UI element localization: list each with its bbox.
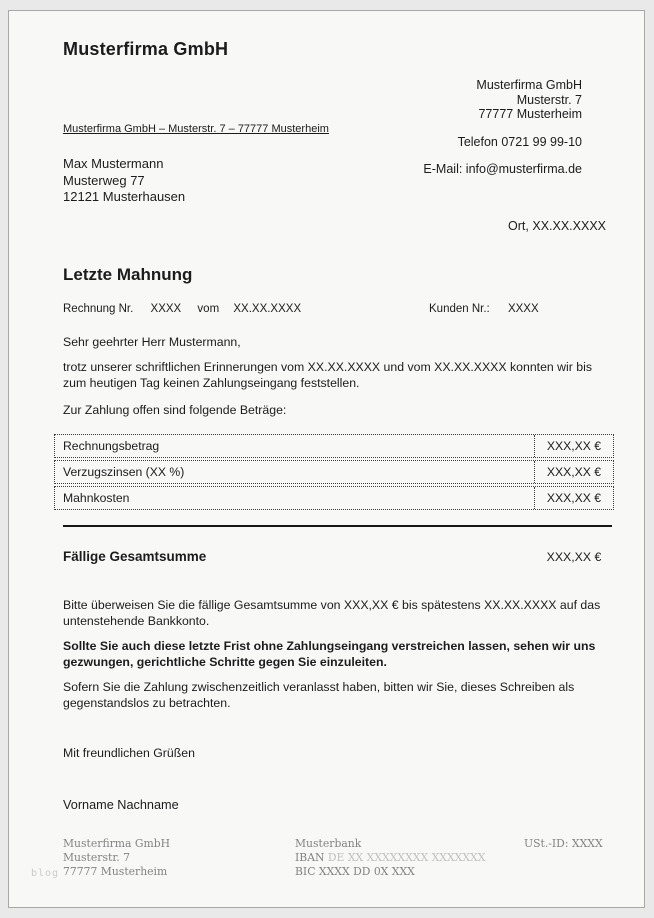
recipient-name: Max Mustermann [63,156,164,171]
row-label: Verzugszinsen (XX %) [63,465,185,479]
signature-name: Vorname Nachname [63,798,179,812]
date-line: Ort, XX.XX.XXXX [508,219,606,233]
recipient-block [63,156,185,206]
row-amount: XXX,XX € [534,487,613,509]
recipient-city: 12121 Musterhausen [63,189,186,204]
company-address-line: 77777 Musterheim [478,107,582,121]
sender-return-line: Musterfirma GmbH – Musterstr. 7 – 77777 Musterheim [63,123,329,135]
footer-iban-label: IBAN [295,851,328,864]
table-row [54,486,614,510]
footer-iban-line [295,851,485,865]
company-phone: Telefon 0721 99 99-10 [457,134,582,149]
total-amount: XXX,XX € [546,550,602,564]
invoice-number-value: XXXX [150,303,182,315]
company-email: E-Mail: info@musterfirma.de [423,162,582,176]
customer-number-label: Kunden Nr.: [429,303,490,315]
amounts-table [54,434,614,512]
row-amount: XXX,XX € [534,461,613,483]
payment-request-paragraph: Bitte überweisen Sie die fällige Gesamtsumme von XXX,XX € bis spätestens XX.XX.XXXX auf das untenstehende Bankkonto. [63,598,601,628]
disregard-note-paragraph: Sofern Sie die Zahlung zwischenzeitlich veranlasst haben, bitten wir Sie, dieses Schreiben als gegenstandslos zu betrachten. [63,680,575,710]
footer-address-line: Musterstr. 7 [63,851,131,864]
legal-warning-paragraph: Sollte Sie auch diese letzte Frist ohne Zahlungseingang verstreichen lassen, sehen wir uns gezwungen, gerichtliche Schritte gegen Sie einzuleiten. [63,639,596,669]
footer-vat-id: USt.-ID: XXXX [524,837,603,850]
row-label: Rechnungsbetrag [63,439,160,453]
closing-phrase: Mit freundlichen Grüßen [63,746,195,760]
invoice-meta-line [63,303,613,319]
total-divider-line [63,525,612,527]
row-amount: XXX,XX € [534,435,613,457]
recipient-street: Musterweg 77 [63,172,145,188]
letter-page [8,10,645,908]
invoice-number-label: Rechnung Nr. [63,303,134,315]
amounts-intro-paragraph: Zur Zahlung offen sind folgende Beträge: [63,403,287,417]
row-label: Mahnkosten [63,491,130,505]
total-label: Fällige Gesamtsumme [63,549,207,564]
company-address-line: Musterstr. 7 [516,92,582,107]
salutation: Sehr geehrter Herr Mustermann, [63,335,241,349]
footer-bank-details [295,837,485,879]
table-row [54,460,614,484]
reminder-intro-paragraph: trotz unserer schriftlichen Erinnerungen vom XX.XX.XXXX und vom XX.XX.XXXX konnten wir bis zum heutigen Tag keinen Zahlungseingang feststellen. [63,360,593,390]
customer-number-group [429,303,539,315]
footer-company-address [63,837,170,879]
subject-heading: Letzte Mahnung [63,265,193,284]
customer-number-value: XXXX [507,303,539,315]
company-address-line: Musterfirma GmbH [476,78,582,92]
footer-bank-name: Musterbank [295,837,362,850]
invoice-date-label: vom [197,303,220,315]
table-row [54,434,614,458]
footer-iban-value: DE XX XXXXXXXX XXXXXXX [327,851,486,864]
footer-address-line: Musterfirma GmbH [63,837,171,850]
watermark: blog [31,868,60,879]
footer-address-line: 77777 Musterheim [63,865,168,878]
footer-bic-line: BIC XXXX DD 0X XXX [295,865,415,878]
letterhead-title: Musterfirma GmbH [63,39,229,59]
company-address-block [423,78,582,177]
invoice-date-value: XX.XX.XXXX [233,303,302,315]
